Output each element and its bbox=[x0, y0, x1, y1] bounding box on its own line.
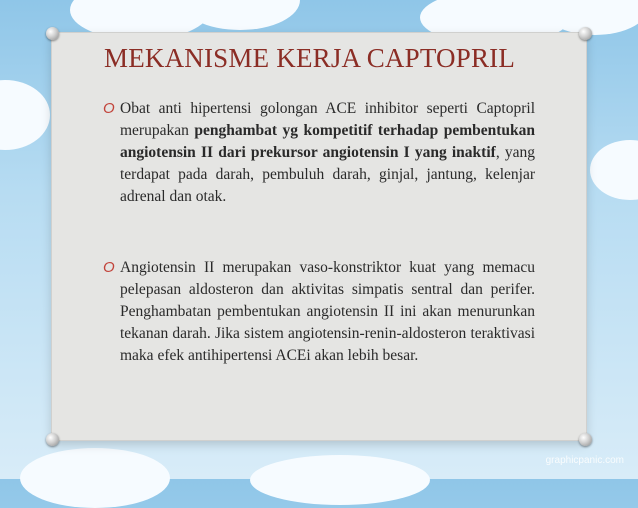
slide-title: MEKANISME KERJA CAPTOPRIL bbox=[104, 43, 516, 73]
cloud-decoration bbox=[20, 448, 170, 508]
cloud-decoration bbox=[0, 80, 50, 150]
cloud-decoration bbox=[590, 140, 638, 200]
bullet-text-part: Obat anti hipertensi golongan ACE inhibitor seperti Captopril merupakan bbox=[120, 100, 535, 139]
bullet-item bbox=[103, 98, 535, 208]
bullet-marker-icon: O bbox=[103, 100, 115, 117]
pin-icon bbox=[579, 27, 592, 40]
pin-icon bbox=[46, 27, 59, 40]
bullet-text-part: , yang terdapat pada darah, pembuluh darah, ginjal, jantung, kelenjar adrenal dan otak. bbox=[120, 144, 535, 205]
pin-icon bbox=[46, 433, 59, 446]
bullet-text-bold: penghambat yg kompetitif terhadap pembentukan angiotensin II dari prekursor angiotensin I yang inaktif bbox=[120, 122, 535, 161]
slide-panel bbox=[52, 33, 586, 440]
watermark: graphicpanic.com bbox=[545, 455, 624, 466]
bullet-text bbox=[120, 257, 535, 367]
bullet-text bbox=[120, 98, 535, 208]
bullet-item bbox=[103, 257, 535, 367]
bullet-text-part: Angiotensin II merupakan vaso-konstriktor kuat yang memacu pelepasan aldosteron dan aktivitas simpatis sentral dan perifer. Penghambatan pembentukan angiotensin II ini akan menurunkan tekanan darah. Jika sistem angiotensin-renin-aldosteron teraktivasi maka efek antihipertensi ACEi akan lebih besar. bbox=[120, 259, 535, 364]
pin-icon bbox=[579, 433, 592, 446]
cloud-decoration bbox=[250, 455, 430, 505]
bullet-marker-icon: O bbox=[103, 259, 115, 276]
